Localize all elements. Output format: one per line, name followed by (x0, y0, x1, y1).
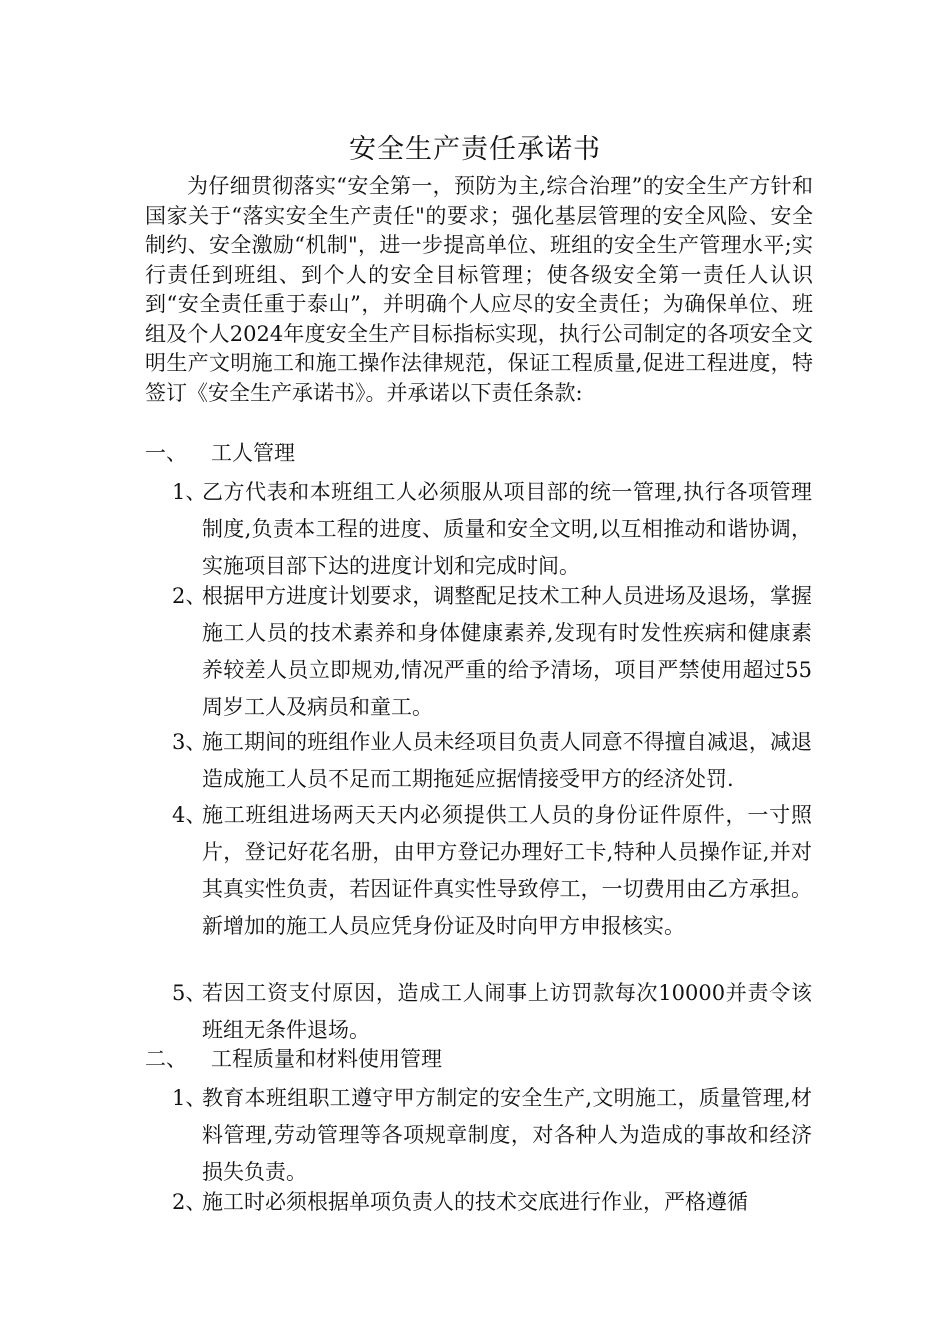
item-text: 若因工资支付原因，造成工人闹事上访罚款每次10000并责令该班组无条件退场。 (202, 981, 812, 1042)
section-title: 工人管理 (211, 441, 295, 465)
item-number: 2、 (172, 1190, 207, 1214)
section-heading-2 (145, 1044, 813, 1074)
item-number: 4、 (172, 803, 207, 827)
item-text: 教育本班组职工遵守甲方制定的安全生产,文明施工，质量管理,材料管理,劳动管理等各项规章制度，对各种人为造成的事故和经济损失负责。 (202, 1086, 812, 1184)
section-title: 工程质量和材料使用管理 (211, 1047, 442, 1071)
section-number: 二、 (145, 1047, 187, 1071)
item-text: 乙方代表和本班组工人必须服从项目部的统一管理,执行各项管理制度,负责本工程的进度、质量和安全文明,以互相推动和谐协调，实施项目部下达的进度计划和完成时间。 (202, 480, 812, 578)
item-number: 2、 (172, 584, 207, 608)
list-item (172, 1184, 812, 1221)
list-item (172, 578, 812, 726)
item-text: 施工班组进场两天天内必须提供工人员的身份证件原件，一寸照片，登记好花名册，由甲方登记办理好工卡,特种人员操作证,并对其真实性负责，若因证件真实性导致停工，一切费用由乙方承担。新增加的施工人员应凭身份证及时向甲方申报核实。 (202, 803, 812, 938)
list-item (172, 1080, 812, 1191)
list-item (172, 975, 812, 1049)
section-heading-1 (145, 438, 813, 468)
list-item (172, 724, 812, 798)
item-number: 3、 (172, 730, 207, 754)
item-number: 5、 (172, 981, 207, 1005)
item-number: 1、 (172, 480, 207, 504)
document-title: 安全生产责任承诺书 (349, 134, 601, 165)
list-item (172, 474, 812, 585)
item-text: 施工期间的班组作业人员未经项目负责人同意不得擅自减退，减退造成施工人员不足而工期拖延应据情接受甲方的经济处罚. (202, 730, 812, 791)
item-text: 施工时必须根据单项负责人的技术交底进行作业，严格遵循 (202, 1190, 748, 1214)
item-text: 根据甲方进度计划要求，调整配足技术工种人员进场及退场，掌握施工人员的技术素养和身体健康素养,发现有时发性疾病和健康素养较差人员立即规劝,情况严重的给予清场，项目严禁使用超过55周岁工人及病员和童工。 (202, 584, 812, 719)
intro-paragraph: 为仔细贯彻落实“安全第一，预防为主,综合治理”的安全生产方针和国家关于“落实安全生产责任"的要求；强化基层管理的安全风险、安全制约、安全激励“机制"，进一步提高单位、班组的安全生产管理水平;实行责任到班组、到个人的安全目标管理；使各级安全第一责任人认识到“安全责任重于泰山”，并明确个人应尽的安全责任；为确保单位、班组及个人2024年度安全生产目标指标实现，执行公司制定的各项安全文明生产文明施工和施工操作法律规范，保证工程质量,促进工程进度，特签订《安全生产承诺书》。并承诺以下责任条款: (145, 174, 813, 405)
item-number: 1、 (172, 1086, 207, 1110)
list-item (172, 797, 812, 945)
section-number: 一、 (145, 441, 187, 465)
